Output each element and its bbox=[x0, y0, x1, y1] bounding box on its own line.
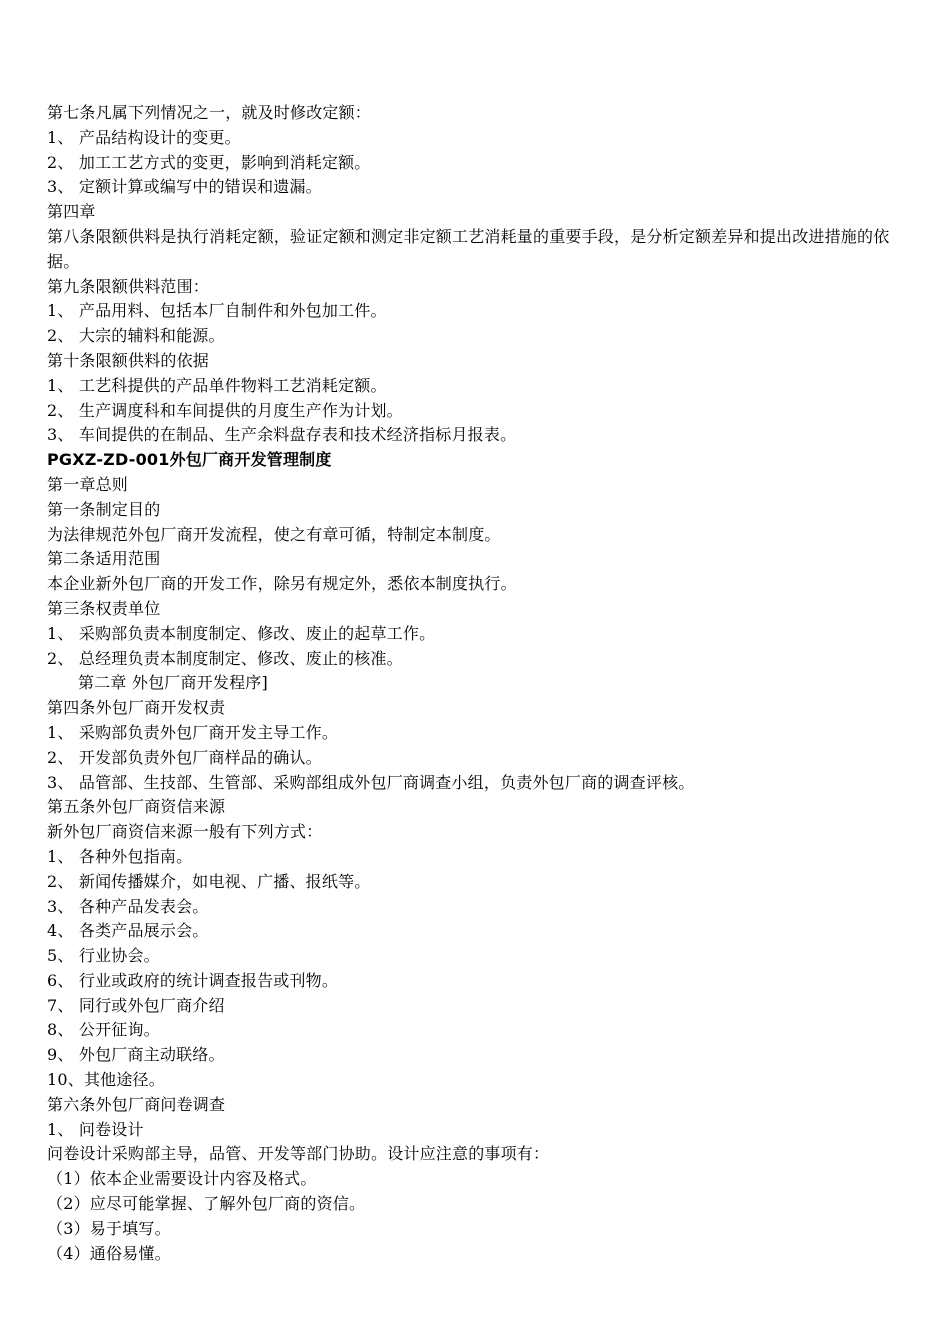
list-item: （3）易于填写。 bbox=[47, 1218, 171, 1238]
list-item: （2）应尽可能掌握、了解外包厂商的资信。 bbox=[47, 1194, 366, 1214]
article-heading: 第七条凡属下列情况之一，就及时修改定额： bbox=[47, 103, 372, 122]
list-item: 2、 生产调度科和车间提供的月度生产作为计划。 bbox=[47, 400, 403, 420]
paragraph: 本企业新外包厂商的开发工作，除另有规定外，悉依本制度执行。 bbox=[47, 574, 517, 594]
list-item: （4）通俗易懂。 bbox=[47, 1243, 171, 1263]
list-item: 3、 各种产品发表会。 bbox=[47, 896, 209, 916]
list-item: 4、 各类产品展示会。 bbox=[47, 921, 209, 941]
list-item: 2、 总经理负责本制度制定、修改、废止的核准。 bbox=[47, 648, 403, 668]
article-heading: 第五条外包厂商资信来源 bbox=[47, 797, 226, 817]
list-item: 3、 定额计算或编写中的错误和遗漏。 bbox=[47, 177, 322, 197]
list-item: 1、 各种外包指南。 bbox=[47, 846, 193, 866]
paragraph: 新外包厂商资信来源一般有下列方式： bbox=[47, 822, 323, 842]
article-heading: 第四条外包厂商开发权责 bbox=[47, 698, 226, 718]
document-page bbox=[47, 101, 917, 1266]
article-heading: 第九条限额供料范围： bbox=[47, 276, 210, 296]
article-paragraph: 第八条限额供料是执行消耗定额，验证定额和测定非定额工艺消耗量的重要手段，是分析定额差异和提出改进措施的依据。 bbox=[47, 226, 890, 271]
list-item: 8、 公开征询。 bbox=[47, 1020, 160, 1040]
list-item: 1、 采购部负责本制度制定、修改、废止的起草工作。 bbox=[47, 623, 436, 643]
article-heading: 第三条权责单位 bbox=[47, 598, 161, 618]
list-item: 9、 外包厂商主动联络。 bbox=[47, 1045, 225, 1065]
list-item: 2、 开发部负责外包厂商样品的确认。 bbox=[47, 747, 322, 767]
list-item: 10、其他途径。 bbox=[47, 1070, 165, 1090]
article-heading: 第六条外包厂商问卷调查 bbox=[47, 1094, 226, 1114]
article-heading: 第十条限额供料的依据 bbox=[47, 350, 210, 370]
list-item: 2、 大宗的辅料和能源。 bbox=[47, 326, 225, 346]
chapter-heading: 第一章总则 bbox=[47, 474, 129, 494]
document-title: PGXZ-ZD-001外包厂商开发管理制度 bbox=[47, 450, 332, 470]
list-item: 1、 问卷设计 bbox=[47, 1119, 144, 1139]
article-heading: 第二条适用范围 bbox=[47, 549, 161, 569]
list-item: 5、 行业协会。 bbox=[47, 946, 160, 966]
list-item: 6、 行业或政府的统计调查报告或刊物。 bbox=[47, 970, 339, 990]
list-item: 1、 采购部负责外包厂商开发主导工作。 bbox=[47, 722, 339, 742]
list-item: 2、 加工工艺方式的变更，影响到消耗定额。 bbox=[47, 152, 371, 172]
list-item: 3、 品管部、生技部、生管部、采购部组成外包厂商调查小组，负责外包厂商的调查评核。 bbox=[47, 772, 695, 792]
chapter-heading: 第二章 外包厂商开发程序] bbox=[78, 673, 268, 693]
list-item: 1、 工艺科提供的产品单件物料工艺消耗定额。 bbox=[47, 375, 387, 395]
paragraph: 为法律规范外包厂商开发流程，使之有章可循，特制定本制度。 bbox=[47, 524, 501, 544]
article-heading: 第一条制定目的 bbox=[47, 499, 161, 519]
list-item: 2、 新闻传播媒介，如电视、广播、报纸等。 bbox=[47, 871, 371, 891]
list-item: 3、 车间提供的在制品、生产余料盘存表和技术经济指标月报表。 bbox=[47, 425, 517, 445]
list-item: （1）依本企业需要设计内容及格式。 bbox=[47, 1169, 317, 1189]
list-item: 7、 同行或外包厂商介绍 bbox=[47, 995, 225, 1015]
list-item: 1、 产品用料、包括本厂自制件和外包加工件。 bbox=[47, 301, 387, 321]
chapter-heading: 第四章 bbox=[47, 202, 96, 222]
paragraph: 问卷设计采购部主导，品管、开发等部门协助。设计应注意的事项有： bbox=[47, 1144, 550, 1164]
list-item: 1、 产品结构设计的变更。 bbox=[47, 127, 241, 147]
